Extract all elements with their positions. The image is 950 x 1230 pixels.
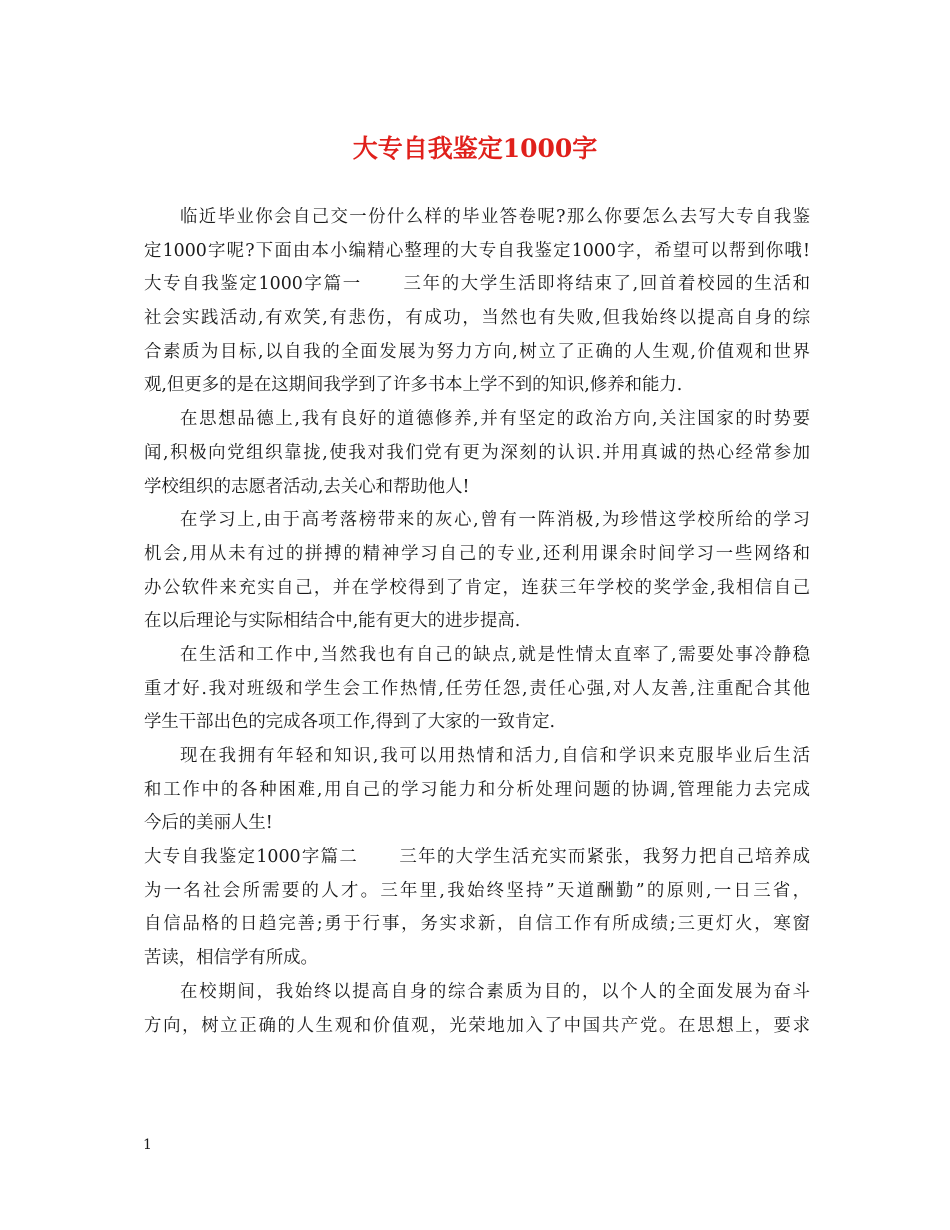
text-line: 学生干部出色的完成各项工作,得到了大家的一致肯定. (144, 712, 556, 733)
text-line: 为一名社会所需要的人才。三年里,我始终坚持”天道酬勤”的原则,一日三省， (144, 880, 810, 901)
section-2-opening: 三年的大学生活充实而紧张，我努力把自己培养成 (398, 847, 810, 868)
text-line: 机会,用从未有过的拼搏的精神学习自己的专业,还利用课余时间学习一些网络和 (144, 543, 810, 564)
text-line: 学校组织的志愿者活动,去关心和帮助他人! (144, 476, 470, 497)
page-number: 1 (143, 1137, 152, 1153)
section-1-opening: 三年的大学生活即将结束了,回首着校园的生活和 (401, 274, 811, 295)
text-line: 今后的美丽人生! (144, 813, 273, 834)
text-line: 在生活和工作中,当然我也有自己的缺点,就是性情太直率了,需要处事冷静稳 (180, 644, 810, 665)
text-line: 方向，树立正确的人生观和价值观，光荣地加入了中国共产党。在思想上，要求 (144, 1015, 810, 1036)
text-line: 定1000字呢?下面由本小编精心整理的大专自我鉴定1000字，希望可以帮到你哦! (144, 240, 810, 261)
section-heading-1: 大专自我鉴定1000字篇一 (144, 274, 362, 295)
section-heading-2: 大专自我鉴定1000字篇二 (144, 847, 359, 868)
text-line: 闻,积极向党组织靠拢,使我对我们党有更为深刻的认识.并用真诚的热心经常参加 (144, 442, 810, 463)
text-line: 临近毕业你会自己交一份什么样的毕业答卷呢?那么你要怎么去写大专自我鉴 (180, 207, 810, 227)
text-line: 和工作中的各种困难,用自己的学习能力和分析处理问题的协调,管理能力去完成 (144, 779, 810, 800)
text-line: 重才好.我对班级和学生会工作热情,任劳任怨,责任心强,对人友善,注重配合其他 (144, 678, 810, 699)
text-line: 合素质为目标,以自我的全面发展为努力方向,树立了正确的人生观,价值观和世界 (144, 341, 810, 362)
document-title: 大专自我鉴定1000字 (352, 134, 598, 163)
text-line: 在思想品德上,我有良好的道德修养,并有坚定的政治方向,关注国家的时势要 (180, 409, 810, 430)
text-line: 现在我拥有年轻和知识,我可以用热情和活力,自信和学识来克服毕业后生活 (180, 746, 810, 766)
text-line: 在校期间，我始终以提高自身的综合素质为目的，以个人的全面发展为奋斗 (180, 981, 810, 1002)
document-body (144, 201, 810, 1043)
text-line (144, 841, 810, 875)
text-line (144, 268, 810, 302)
text-line: 社会实践活动,有欢笑,有悲伤，有成功，当然也有失败,但我始终以提高自身的综 (144, 308, 810, 329)
text-line: 在以后理论与实际相结合中,能有更大的进步提高. (144, 611, 521, 632)
text-line: 观,但更多的是在这期间我学到了许多书本上学不到的知识,修养和能力. (144, 375, 683, 396)
text-line: 苦读，相信学有所成。 (144, 948, 318, 969)
text-line: 办公软件来充实自己，并在学校得到了肯定，连获三年学校的奖学金,我相信自己 (144, 577, 810, 598)
text-line: 自信品格的日趋完善;勇于行事，务实求新，自信工作有所成绩;三更灯火，寒窗 (144, 914, 810, 935)
text-line: 在学习上,由于高考落榜带来的灰心,曾有一阵消极,为珍惜这学校所给的学习 (180, 510, 810, 531)
